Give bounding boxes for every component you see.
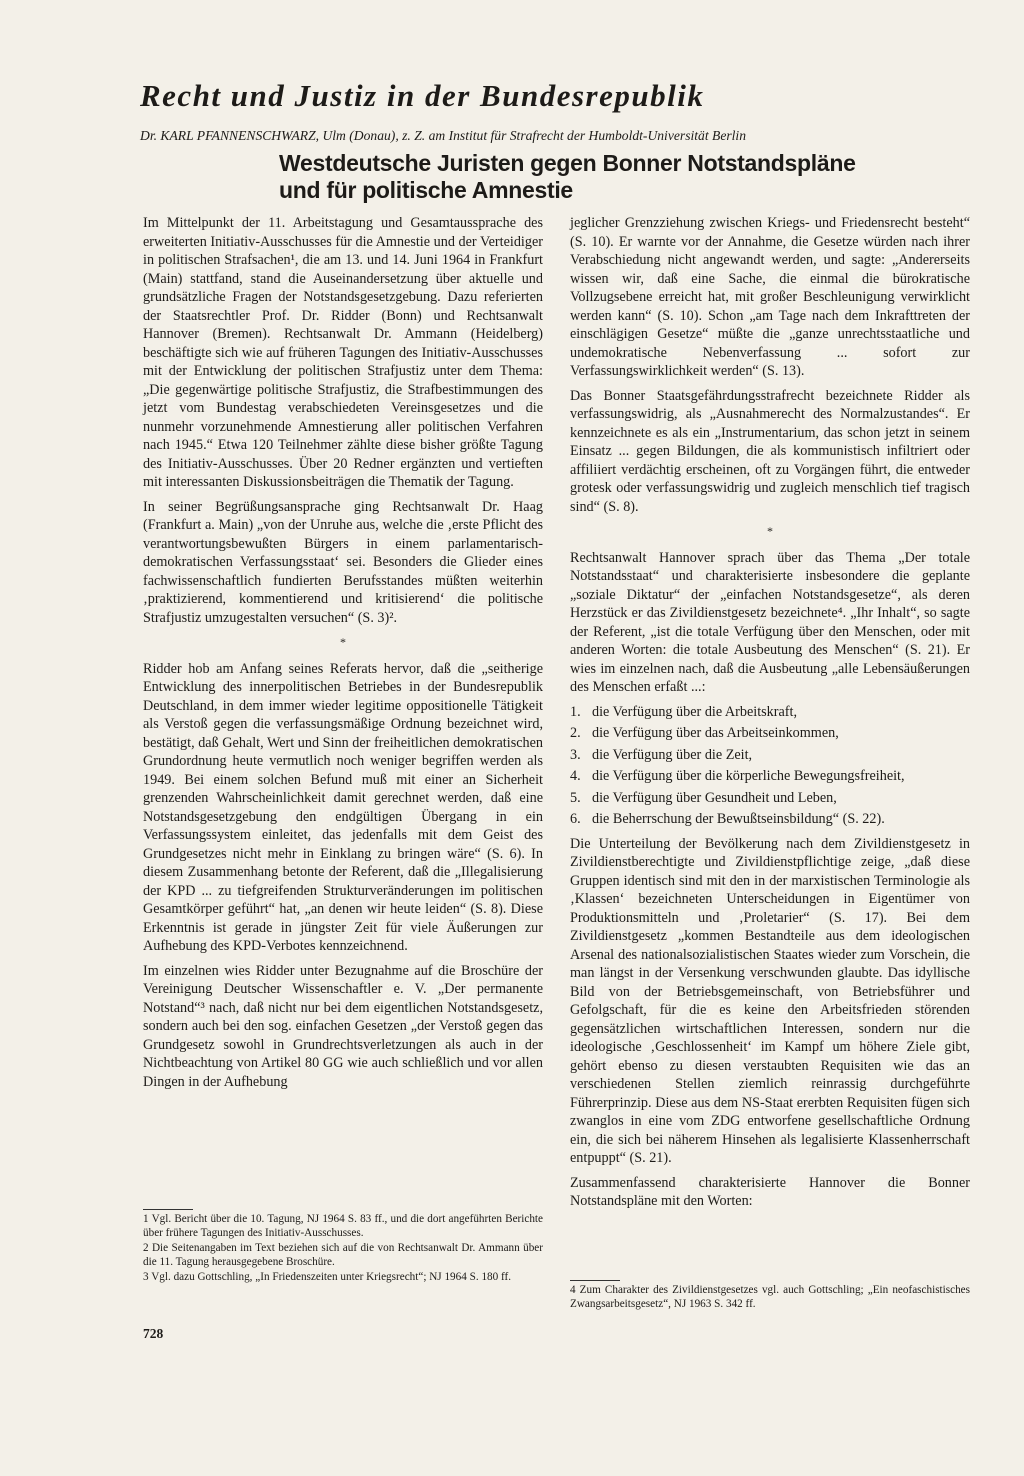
paragraph: jeglicher Grenzziehung zwischen Kriegs- und Friedensrecht besteht“ (S. 10). Er warnte vor der Annahme, die Gesetze würden nach ihrer Verabschiedung nicht angewandt werden, und sagte: „Andererseits wissen wir, daß eine Sache, die einmal die bürokratische Vollzugsebene erreicht hat, mit großer Beschleunigung verwirklicht werden kann“ (S. 10). Schon „am Tage nach dem Inkrafttreten der einschlägigen Gesetze“ müßte die „ganze unrechtsstaatliche und undemokratische Nebenverfassung ... sofort zur Verfassungswirklichkeit werden“ (S. 13). <box>570 215 970 379</box>
paragraph: Im Mittelpunkt der 11. Arbeitstagung und Gesamtaussprache des erweiterten Initiativ-Ausschusses für die Amnestie und der Verteidiger in politischen Strafsachen¹, die am 13. und 14. Juni 1964 in Frankfurt (Main) stattfand, stand die Auseinandersetzung über aktuelle und grundsätzliche Fragen der Notstandsgesetzgebung. Dazu referierten der Staatsrechtler Prof. Dr. Ridder (Bonn) und Rechtsanwalt Hannover (Bremen). Rechtsanwalt Dr. Ammann (Heidelberg) beschäftigte sich wie auf früheren Tagungen des Initiativ-Ausschusses mit der Entwicklung der politischen Strafjustiz unter dem Thema: „Die gegenwärtige politische Strafjustiz, die Strafbestimmungen des jetzt vom Bundestag verabschiedeten Vereinsgesetzes und die nunmehr vorzunehmende Amnestierung aller politischen Verfahren nach 1945.“ Etwa 120 Teilnehmer zählte diese bisher größte Tagung des Initiativ-Ausschusses. Über 20 Redner ergänzten und vertieften mit interessanten Diskussionsbeiträgen die Thematik der Tagung. <box>143 215 543 490</box>
footnote: 1 Vgl. Bericht über die 10. Tagung, NJ 1964 S. 83 ff., und die dort angeführten Berichte über frühere Tagungen des Initiativ-Ausschusses. <box>143 1213 543 1239</box>
paragraph: Zusammenfassend charakterisierte Hannover die Bonner Notstandspläne mit den Worten: <box>570 1174 970 1209</box>
author-line: Dr. KARL PFANNENSCHWARZ, Ulm (Donau), z. Z. am Institut für Strafrecht der Humboldt-Universität Berlin <box>140 128 746 143</box>
left-column <box>143 214 543 1097</box>
list-number: 4. <box>570 768 581 784</box>
headline-line-1: Westdeutsche Juristen gegen Bonner Notstandspläne <box>279 150 856 176</box>
footnote-divider <box>143 1209 193 1210</box>
footnotes-left <box>143 1213 543 1287</box>
section-separator: * <box>340 635 346 649</box>
list-number: 6. <box>570 811 581 827</box>
list-item <box>570 703 970 722</box>
list-text: die Verfügung über Gesundheit und Leben, <box>592 789 837 806</box>
section-title: Recht und Justiz in der Bundesrepublik <box>140 78 705 113</box>
list-item <box>570 810 970 829</box>
paragraph: Im einzelnen wies Ridder unter Bezugnahme auf die Broschüre der Vereinigung Deutscher Wissenschaftler e. V. „Der permanente Notstand“³ nach, daß nicht nur bei dem eigentlichen Notstandsgesetz, sondern auch bei den sog. einfachen Gesetzen „der Verstoß gegen das Grundgesetz sowohl in Grundrechtsverletzungen als auch in der Nichtbeachtung von Artikel 80 GG wie auch schließlich und vor allen Dingen in der Aufhebung <box>143 962 543 1090</box>
footnote: 2 Die Seitenangaben im Text beziehen sich auf die von Rechtsanwalt Dr. Ammann über die 11. Tagung herausgegebene Broschüre. <box>143 1242 543 1268</box>
paragraph: Die Unterteilung der Bevölkerung nach dem Zivildienstgesetz in Zivildienstberechtigte und Zivildienstpflichtige zeige, „daß diese Gruppen identisch sind mit den in der marxistischen Terminologie als ‚Klassen‘ bezeichneten Unterscheidungen in Eigentümer von Produktionsmitteln und ‚Proletarier“ (S. 17). Bei dem Zivildienstgesetz „kommen Bestandteile aus dem ideologischen Arsenal des nationalsozialistischen Staates wieder zum Vorschein, die man längst in der Versenkung verschwunden glaubte. Das idyllische Bild von der Betriebsgemeinschaft, von Betriebsführer und Gefolgschaft, für die es keine den Arbeitsfrieden störenden gegensätzlichen wirtschaftlichen Interessen, sondern nur die ideologische ‚Geschlossenheit‘ im Kampf um höhere Ziele gibt, gehört ebenso zu diesen verstaubten Requisiten wie das an verschiedenen Stellen ziemlich reinrassig durchgeführte Führerprinzip. Diese aus dem NS-Staat ererbten Requisiten fügen sich zwanglos in eine vom ZDG entworfene gesellschaftliche Ordnung ein, die sich bei näherem Hinsehen als legalisierte Klassenherrschaft entpuppt“ (S. 21). <box>570 835 970 1166</box>
headline-line-2: und für politische Amnestie <box>279 177 573 203</box>
list-number: 2. <box>570 725 581 741</box>
list-text: die Verfügung über die Zeit, <box>592 746 753 763</box>
paragraph: In seiner Begrüßungsansprache ging Rechtsanwalt Dr. Haag (Frankfurt a. Main) „von der Unruhe aus, welche die ‚erste Pflicht des verantwortungsbewußten Bürgers in einem parlamentarisch-demokratischen Verfassungsstaat‘ sei. Besonders die Glieder eines fachwissenschaftlich fundierten Berufsstandes müßten weiterhin ‚praktizierend, kommentierend und kritisierend‘ die politische Strafjustiz umzugestalten versuchen“ (S. 3)². <box>143 498 543 626</box>
list-text: die Verfügung über das Arbeitseinkommen, <box>592 725 839 741</box>
paragraph: Das Bonner Staatsgefährdungsstrafrecht bezeichnete Ridder als verfassungswidrig, als „Ausnahmerecht des Normalzustandes“. Er kennzeichnete es als ein „Instrumentarium, das schon jetzt in seinem Einsatz ... gegen Bildungen, die als kommunistisch infiltriert oder affiliiert verdächtig erscheinen, oft zu Vorgängen führt, die entweder grotesk oder verfassungswidrig und zugleich menschlich tief tragisch sind“ (S. 8). <box>570 387 970 515</box>
section-separator: * <box>767 524 773 538</box>
list-text: die Verfügung über die Arbeitskraft, <box>592 703 798 720</box>
footnotes-right <box>570 1284 970 1313</box>
list-number: 3. <box>570 746 581 763</box>
page-number: 728 <box>143 1326 164 1341</box>
list-item <box>570 767 970 786</box>
paragraph: Ridder hob am Anfang seines Referats hervor, daß die „seitherige Entwicklung des innerpolitischen Betriebes in der Bundesrepublik Deutschland, in dem immer wieder legitime oppositionelle Tätigkeit als Verstoß gegen die verfassungsmäßige Ordnung bezeichnet wird, bestätigt, daß Gehalt, Wert und Sinn der freiheitlichen demokratischen Grundordnung heute vermutlich noch weniger begriffen werden als 1949. Bei einem solchen Befund muß mit einer an Sicherheit grenzenden Wahrscheinlichkeit damit gerechnet werden, daß eine Notstandsgesetzgebung den endgültigen Übergang in ein Verfassungssystem einleitet, das jedenfalls mit dem Geist des Grundgesetzes nicht mehr in Einklang zu bringen wäre“ (S. 6). In diesem Zusammenhang betonte der Referent, daß die „Illegalisierung der KPD ... zu tiefgreifenden Strukturveränderungen im politischen Gesamtkörper geführt“ hat, „an denen wir heute leiden“ (S. 8). Diese Erkenntnis ist gerade in jüngster Zeit für viele Äußerungen zur Aufhebung des KPD-Verbotes kennzeichnend. <box>143 660 543 954</box>
list-number: 1. <box>570 703 581 720</box>
list-item <box>570 789 970 808</box>
list-item <box>570 746 970 765</box>
article-headline <box>279 150 969 204</box>
footnote: 4 Zum Charakter des Zivildienstgesetzes vgl. auch Gottschling; „Ein neofaschistisches Zwangsarbeitsgesetz“, NJ 1963 S. 342 ff. <box>570 1284 970 1310</box>
list-number: 5. <box>570 789 581 806</box>
list-text: die Verfügung über die körperliche Bewegungsfreiheit, <box>592 768 905 784</box>
numbered-list <box>570 703 970 829</box>
footnote-divider <box>570 1280 620 1281</box>
paragraph: Rechtsanwalt Hannover sprach über das Thema „Der totale Notstandsstaat“ und charakterisierte insbesondere die geplante „soziale Diktatur“ der „einfachen Notstandsgesetze“, als deren Herzstück er das Zivildienstgesetz bezeichnete⁴. „Ihr Inhalt“, so sagte der Referent, „ist die totale Verfügung über den Menschen, oder mit anderen Worten: die totale Ausbeutung des Menschen“ (S. 21). Er wies im einzelnen nach, daß die Ausbeutung „alle Lebensäußerungen des Menschen erfaßt ...: <box>570 549 970 695</box>
footnote: 3 Vgl. dazu Gottschling, „In Friedenszeiten unter Kriegsrecht“; NJ 1964 S. 180 ff. <box>143 1271 512 1283</box>
right-column <box>570 214 970 1217</box>
list-item <box>570 724 970 743</box>
list-text: die Beherrschung der Bewußtseinsbildung“ (S. 22). <box>592 811 885 827</box>
